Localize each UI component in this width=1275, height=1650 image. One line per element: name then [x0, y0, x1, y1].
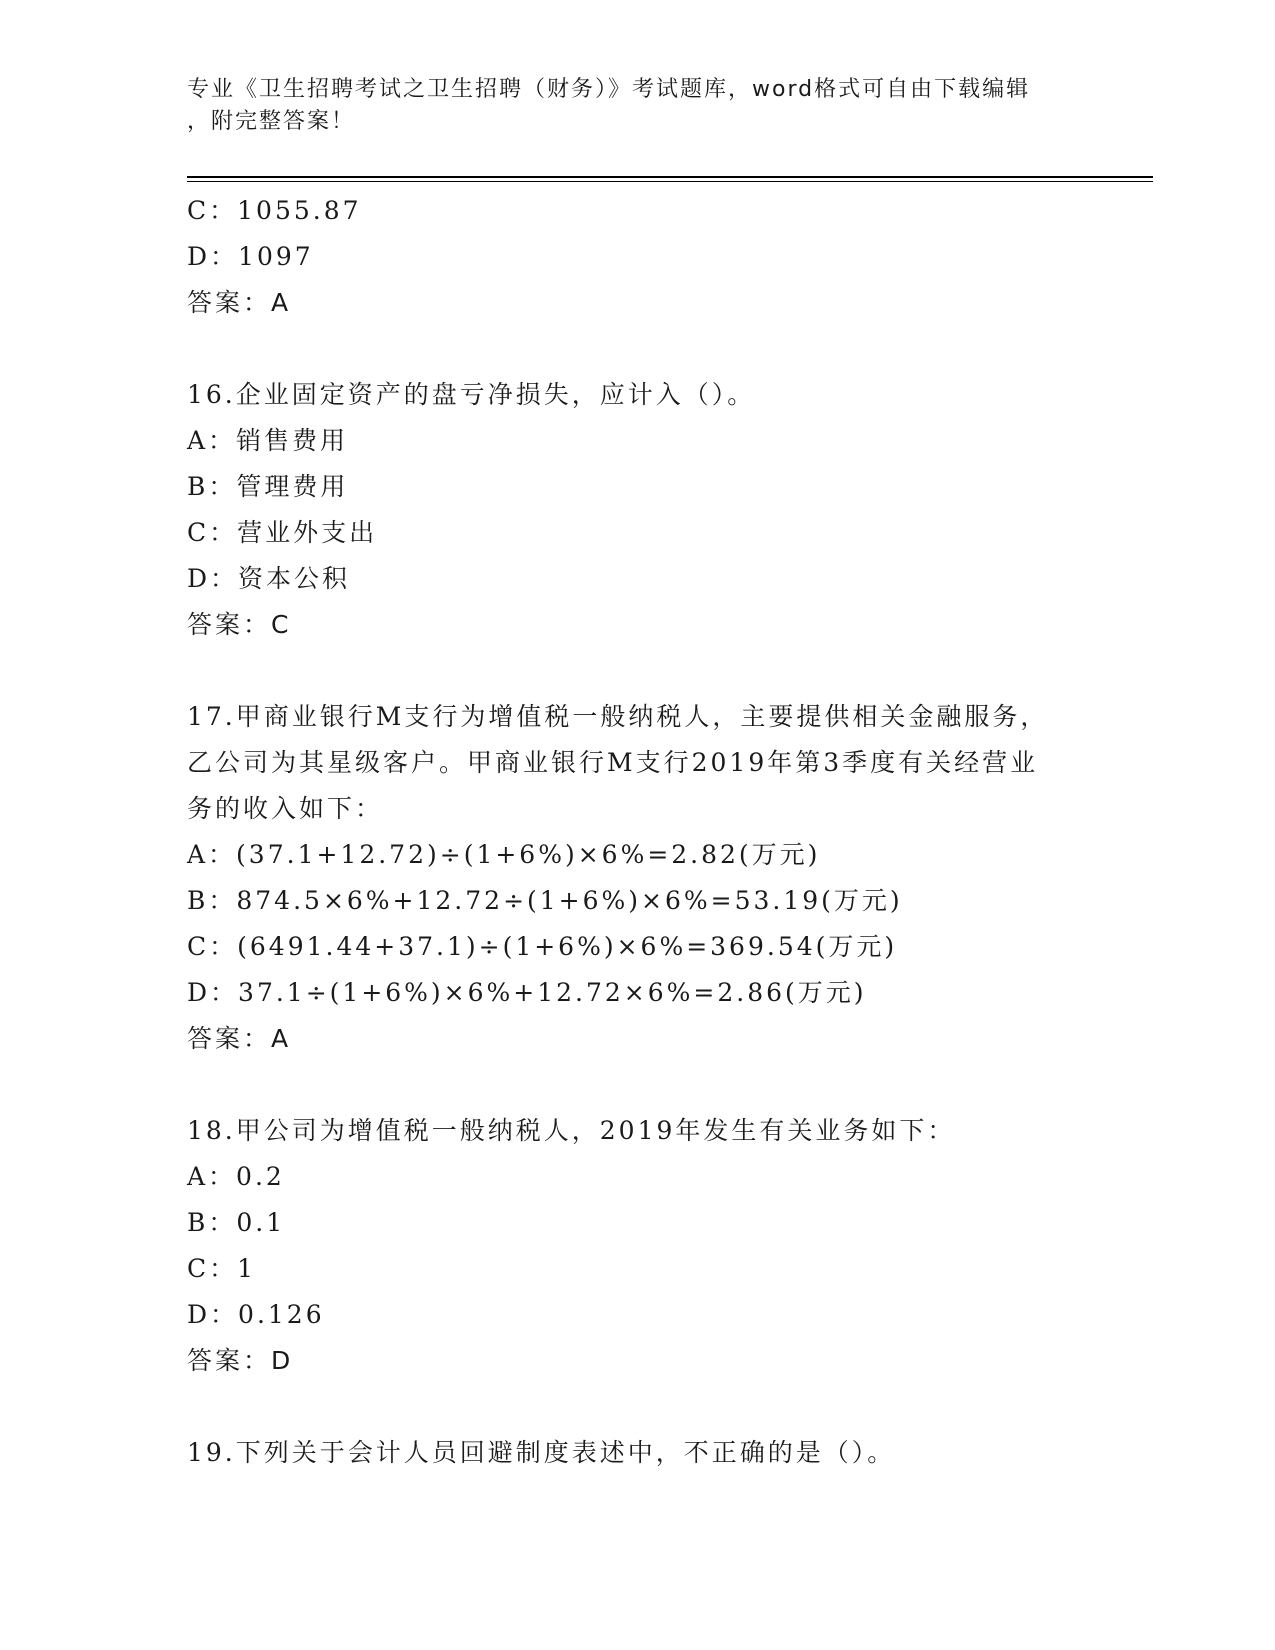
- option-c: C：1055.87: [187, 196, 362, 225]
- document-header: [187, 74, 1087, 138]
- option-c: C：(6491.44+37.1)÷(1+6%)×6%=369.54(万元): [187, 932, 898, 961]
- question-19: [187, 1430, 1147, 1476]
- question-stem: 18.甲公司为增值税一般纳税人，2019年发生有关业务如下：: [187, 1116, 956, 1145]
- spacer: [187, 326, 1147, 372]
- option-d: D：1097: [187, 242, 314, 271]
- question-16: [187, 372, 1147, 648]
- question-18: [187, 1108, 1147, 1384]
- question-stem-line-1: 17.甲商业银行M支行为增值税一般纳税人，主要提供相关金融服务，: [187, 702, 1049, 731]
- question-15-continuation: [187, 188, 1147, 326]
- document-body: [187, 188, 1147, 1476]
- answer-line: 答案：D: [187, 1346, 294, 1375]
- option-a: A：销售费用: [187, 426, 349, 455]
- question-stem-line-3: 务的收入如下：: [187, 794, 384, 823]
- header-title-line-2: ，附完整答案！: [187, 109, 356, 134]
- question-17: [187, 694, 1147, 1062]
- option-b: B：874.5×6%+12.72÷(1+6%)×6%=53.19(万元): [187, 886, 903, 915]
- answer-line: 答案：A: [187, 288, 292, 317]
- header-title-line-1: 专业《卫生招聘考试之卫生招聘（财务）》考试题库，word格式可自由下载编辑: [187, 77, 1031, 102]
- option-a: A：0.2: [187, 1162, 285, 1191]
- question-stem: 16.企业固定资产的盘亏净损失，应计入（）。: [187, 380, 756, 409]
- header-rule-thick: [187, 176, 1153, 178]
- answer-line: 答案：C: [187, 610, 292, 639]
- option-c: C：营业外支出: [187, 518, 378, 547]
- option-d: D：37.1÷(1+6%)×6%+12.72×6%=2.86(万元): [187, 978, 867, 1007]
- option-c: C：1: [187, 1254, 257, 1283]
- option-a: A：(37.1+12.72)÷(1+6%)×6%=2.82(万元): [187, 840, 821, 869]
- spacer: [187, 1062, 1147, 1108]
- spacer: [187, 648, 1147, 694]
- option-b: B：管理费用: [187, 472, 349, 501]
- option-d: D：0.126: [187, 1300, 325, 1329]
- spacer: [187, 1384, 1147, 1430]
- header-rule-thin: [187, 181, 1153, 182]
- option-d: D：资本公积: [187, 564, 351, 593]
- option-b: B：0.1: [187, 1208, 286, 1237]
- question-stem: 19.下列关于会计人员回避制度表述中，不正确的是（）。: [187, 1438, 896, 1467]
- answer-line: 答案：A: [187, 1024, 292, 1053]
- question-stem-line-2: 乙公司为其星级客户。甲商业银行M支行2019年第3季度有关经营业: [187, 748, 1039, 777]
